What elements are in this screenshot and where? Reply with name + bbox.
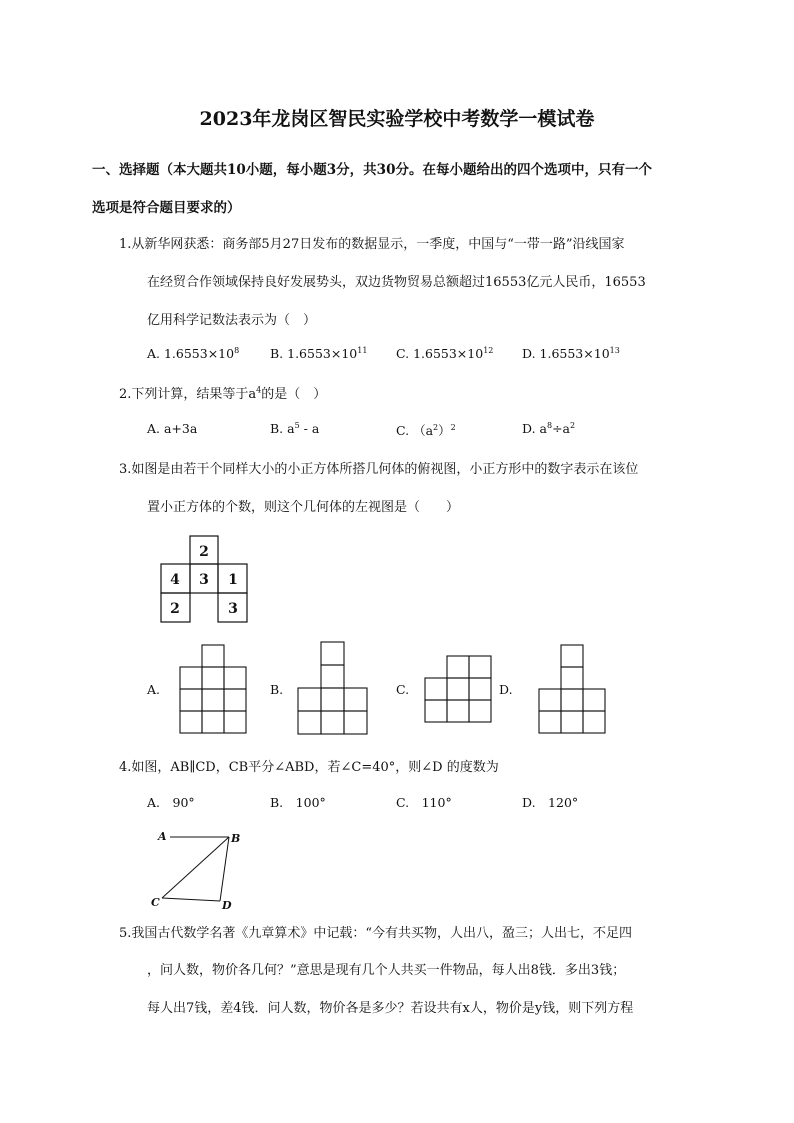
q3-option-b-label[interactable]: B. <box>270 682 284 697</box>
q5-line3: 每人出7钱，差4钱．问人数，物价各是多少？若设共有x人，物价是y钱，则下列方程 <box>147 1001 634 1016</box>
point-label-a: A <box>158 830 167 843</box>
q1-line1: 1.从新华网获悉：商务部5月27日发布的数据显示，一季度，中国与“一带一路”沿线国家 <box>119 237 625 252</box>
q2-option-b[interactable]: B. $a^5$ - a <box>270 420 320 436</box>
q3-option-c-figure[interactable] <box>423 655 493 725</box>
q5-line1: 5.我国古代数学名著《九章算术》中记载：“今有共买物，人出八，盈三；人出七，不足四 <box>119 926 633 941</box>
q3-line1: 3.如图是由若干个同样大小的小正方体所搭几何体的俯视图，小正方形中的数字表示在该位 <box>119 462 639 477</box>
q2-option-d[interactable]: D. $a^8\div a^2$ <box>522 420 576 436</box>
top-view-cell-mid-right: 1 <box>228 572 238 588</box>
point-label-b: B <box>231 832 241 845</box>
top-view-cell-bottom-left: 2 <box>170 601 180 617</box>
q1-option-c[interactable]: C. $1.6553\times 10^{12}$ <box>396 345 494 361</box>
q4-option-b[interactable]: B. 100° <box>270 795 326 810</box>
section-heading-line2: 选项是符合题目要求的） <box>92 200 241 216</box>
point-label-d: D <box>222 899 232 910</box>
q1-line3: 亿用科学记数法表示为（ ） <box>147 313 317 328</box>
q1-option-a[interactable]: A. $1.6553\times 10^8$ <box>147 345 240 361</box>
q3-option-a-figure[interactable] <box>178 644 248 736</box>
q2-option-a[interactable]: A. a+3a <box>147 421 198 436</box>
q3-option-c-label[interactable]: C. <box>396 682 410 697</box>
q4-stem: 4.如图，AB∥CD，CB平分∠ABD，若∠C=40°，则∠D 的度数为 <box>119 760 499 775</box>
q5-line2: ，问人数，物价各几何？”意思是现有几个人共买一件物品，每人出8钱．多出3钱； <box>147 963 626 978</box>
section-heading-line1: 一、选择题（本大题共10小题，每小题3分，共30分。在每小题给出的四个选项中，只有一个 <box>92 162 652 178</box>
top-view-cell-top: 2 <box>199 544 209 560</box>
q3-option-b-figure[interactable] <box>297 641 369 737</box>
q1-option-d[interactable]: D. $1.6553\times 10^{13}$ <box>522 345 620 361</box>
q3-option-a-label[interactable]: A. <box>147 682 161 697</box>
q1-option-b[interactable]: B. $1.6553\times 10^{11}$ <box>270 345 368 361</box>
q3-option-d-label[interactable]: D. <box>499 682 513 697</box>
top-view-cell-mid-center: 3 <box>199 572 209 588</box>
q2-stem: 2.下列计算，结果等于$a^4$的是（ ） <box>119 385 327 402</box>
q4-option-d[interactable]: D. 120° <box>522 795 579 810</box>
top-view-cell-mid-left: 4 <box>170 572 180 588</box>
q4-option-a[interactable]: A. 90° <box>147 795 195 810</box>
q4-option-c[interactable]: C. 110° <box>396 795 452 810</box>
point-label-c: C <box>151 896 160 909</box>
q3-top-view-figure <box>160 535 250 625</box>
page-title: 2023年龙岗区智民实验学校中考数学一模试卷 <box>199 108 595 130</box>
q4-geometry-figure <box>148 826 248 910</box>
q2-option-c[interactable]: C. $(a^2)^2$ <box>396 422 456 438</box>
q1-line2: 在经贸合作领域保持良好发展势头，双边货物贸易总额超过16553亿元人民币，16553 <box>147 275 646 290</box>
q3-option-d-figure[interactable] <box>537 644 607 736</box>
q3-line2: 置小正方体的个数，则这个几何体的左视图是（ ） <box>147 500 460 515</box>
top-view-cell-bottom-right: 3 <box>228 601 238 617</box>
